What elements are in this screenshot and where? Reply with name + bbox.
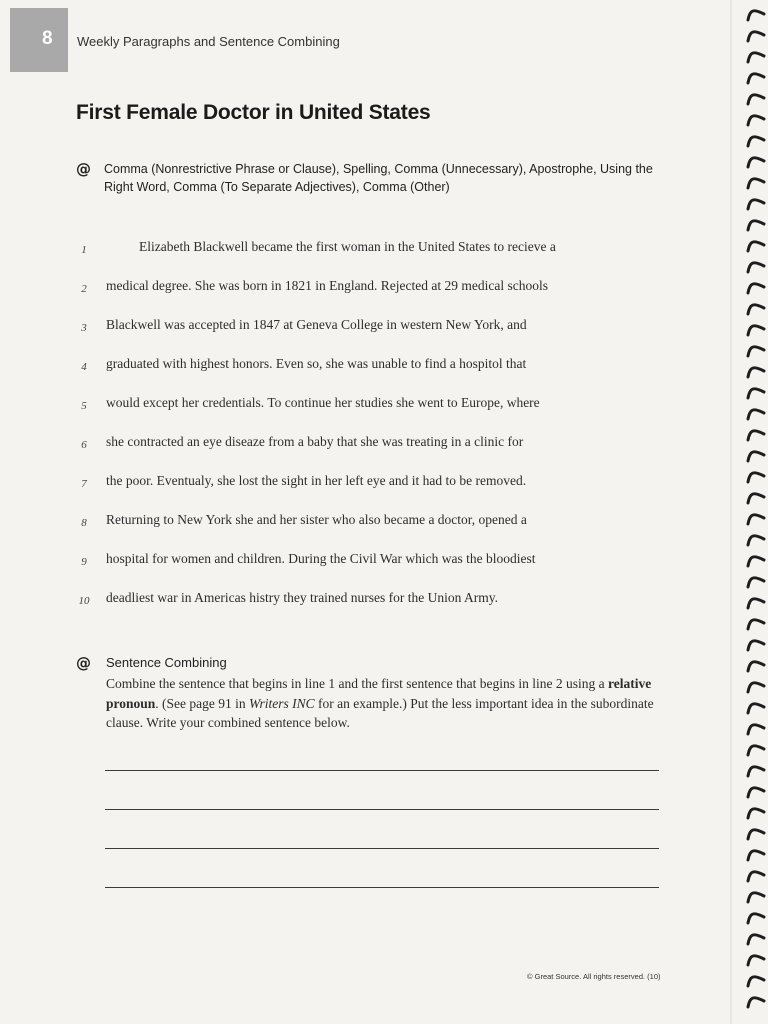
spiral-coil: [748, 935, 764, 944]
spiral-coil: [748, 872, 764, 881]
instructions-bold-term: relative pronoun: [106, 676, 652, 711]
spiral-coil: [748, 158, 764, 167]
spiral-coil: [748, 998, 764, 1007]
answer-line[interactable]: [105, 809, 659, 810]
page-number: 8: [42, 28, 53, 49]
answer-line[interactable]: [105, 848, 659, 849]
spiral-coil: [748, 326, 764, 335]
paragraph-line: hospital for women and children. During the Civil War which was the bloodiest: [106, 551, 536, 566]
sentence-combining-heading: Sentence Combining: [106, 655, 227, 670]
spiral-coil: [748, 284, 764, 293]
spiral-coil: [748, 494, 764, 503]
spiral-coil: [748, 725, 764, 734]
instructions-text: . (See page 91 in: [155, 695, 250, 711]
spiral-coil: [748, 116, 764, 125]
at-sign-icon: @: [76, 160, 91, 178]
spiral-coil: [748, 830, 764, 839]
spiral-coil: [748, 767, 764, 776]
spiral-coil: [748, 746, 764, 755]
spiral-coil: [748, 32, 764, 41]
skills-list: Comma (Nonrestrictive Phrase or Clause), Spelling, Comma (Unnecessary), Apostrophe, Using the Right Word, Comma (To Separate Adjectives), Comma (Other): [104, 162, 653, 194]
spiral-coil: [748, 53, 764, 62]
paragraph-line: she contracted an eye diseaze from a baby that she was treating in a clinic for: [106, 434, 524, 449]
paragraph-line: medical degree. She was born in 1821 in England. Rejected at 29 medical schools: [106, 278, 548, 293]
line-number: 7: [81, 478, 87, 490]
answer-line[interactable]: [105, 770, 659, 771]
spiral-coil: [748, 893, 764, 902]
line-number: 4: [81, 361, 87, 373]
paragraph-line: Blackwell was accepted in 1847 at Geneva College in western New York, and: [106, 317, 527, 332]
sentence-combining-instructions: [106, 674, 686, 733]
line-number: 5: [81, 400, 87, 412]
spiral-coil: [748, 977, 764, 986]
spiral-coil: [748, 242, 764, 251]
spiral-coil: [748, 263, 764, 272]
paragraph-line: Returning to New York she and her sister who also became a doctor, opened a: [106, 512, 527, 527]
spiral-binding: [728, 0, 768, 1024]
spiral-coil: [748, 74, 764, 83]
line-number: 1: [81, 244, 87, 256]
instructions-book-title: Writers INC: [249, 695, 315, 711]
spiral-coil: [748, 347, 764, 356]
spiral-coil: [748, 515, 764, 524]
spiral-coil: [748, 851, 764, 860]
line-number: 8: [81, 517, 87, 529]
instructions-text: Combine the sentence that begins in line 1 and the first sentence that begins in line 2 using a: [106, 676, 609, 691]
spiral-coil: [748, 914, 764, 923]
spiral-coil: [748, 389, 764, 398]
line-number: 9: [81, 556, 87, 568]
answer-line[interactable]: [105, 887, 659, 888]
spiral-coil: [748, 620, 764, 629]
line-number: 6: [81, 439, 87, 451]
spiral-coil: [748, 683, 764, 692]
spiral-coil: [748, 557, 764, 566]
paragraph-line: graduated with highest honors. Even so, she was unable to find a hospitol that: [106, 356, 527, 371]
spiral-coil: [748, 410, 764, 419]
spiral-coil: [748, 788, 764, 797]
paragraph-line: Elizabeth Blackwell became the first woman in the United States to recieve a: [139, 239, 556, 254]
running-head: Weekly Paragraphs and Sentence Combining: [77, 34, 340, 49]
paragraph-line: the poor. Eventualy, she lost the sight in her left eye and it had to be removed.: [106, 473, 527, 488]
paragraph-line: would except her credentials. To continue her studies she went to Europe, where: [106, 395, 540, 410]
spiral-coil: [748, 452, 764, 461]
spiral-coil: [748, 305, 764, 314]
paragraph-line: deadliest war in Americas histry they trained nurses for the Union Army.: [106, 590, 499, 605]
spiral-coil: [748, 179, 764, 188]
spiral-coil: [748, 200, 764, 209]
spiral-coil: [748, 221, 764, 230]
spiral-coil: [748, 809, 764, 818]
spiral-coil: [748, 11, 764, 20]
line-number: 10: [78, 595, 90, 607]
spiral-coil: [748, 95, 764, 104]
spiral-coil: [748, 599, 764, 608]
spiral-coil: [748, 368, 764, 377]
at-sign-icon: @: [76, 654, 91, 672]
line-number: 2: [81, 283, 87, 295]
spiral-coil: [748, 704, 764, 713]
spiral-coils: [748, 11, 764, 1007]
spiral-coil: [748, 137, 764, 146]
spiral-coil: [748, 662, 764, 671]
line-number: 3: [81, 322, 87, 334]
copyright-notice: © Great Source. All rights reserved. (10): [527, 972, 661, 981]
spiral-coil: [748, 536, 764, 545]
spiral-coil: [748, 641, 764, 650]
spiral-coil: [748, 473, 764, 482]
page-title: First Female Doctor in United States: [76, 101, 431, 124]
spiral-coil: [748, 956, 764, 965]
spiral-coil: [748, 578, 764, 587]
instructions-text: for an example.) Put the less important idea in the subordinate clause. Write your combined sentence below.: [106, 695, 654, 730]
spiral-coil: [748, 431, 764, 440]
page-number-tab: [10, 8, 68, 72]
